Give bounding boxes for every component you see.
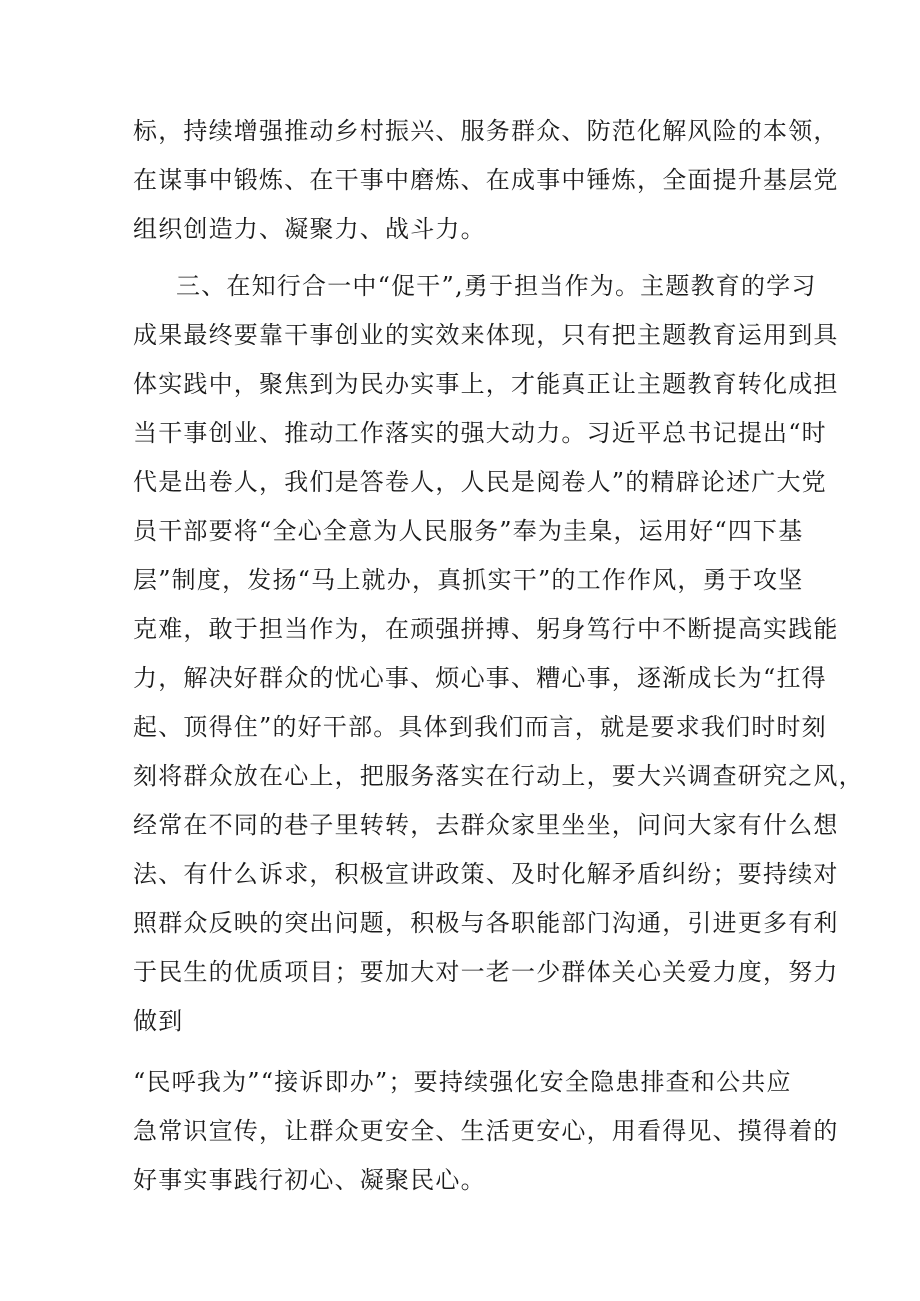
text-line: 急常识宣传，让群众更安全、生活更安心，用看得见、摸得着的 (133, 1117, 839, 1145)
text-line: 员干部要将“全心全意为人民服务”奉为圭臬，运用好“四下基 (133, 517, 804, 545)
text-line: 力，解决好群众的忧心事、烦心事、糟心事，逐渐成长为“扛得 (133, 664, 827, 692)
text-line: 在谋事中锻炼、在干事中磨炼、在成事中锤炼，全面提升基层党 (133, 166, 839, 194)
text-line: 照群众反映的突出问题，积极与各职能部门沟通，引进更多有利 (133, 909, 839, 937)
text-line: 当干事创业、推动工作落实的强大动力。习近平总书记提出“时 (133, 419, 827, 447)
text-line: 体实践中，聚焦到为民办实事上，才能真正让主题教育转化成担 (133, 370, 839, 398)
text-line: 层”制度，发扬“马上就办，真抓实干”的工作作风，勇于攻坚 (133, 566, 804, 594)
text-line: 组织创造力、凝聚力、战斗力。 (133, 215, 486, 243)
text-line: 标，持续增强推动乡村振兴、服务群众、防范化解风险的本领， (133, 117, 839, 145)
text-line: 起、顶得住”的好干部。具体到我们而言，就是要求我们时时刻 (133, 713, 827, 741)
paragraph-first-line: 三、在知行合一中“促干”,勇于担当作为。主题教育的学习 (176, 272, 817, 300)
text-line: 代是出卷人，我们是答卷人，人民是阅卷人”的精辟论述广大党 (133, 468, 827, 496)
text-line: 成果最终要靠干事创业的实效来体现，只有把主题教育运用到具 (133, 321, 839, 349)
text-line: 经常在不同的巷子里转转，去群众家里坐坐，问问大家有什么想 (133, 811, 839, 839)
text-line: “民呼我为”“接诉即办”；要持续强化安全隐患排查和公共应 (133, 1068, 792, 1096)
text-line: 好事实事践行初心、凝聚民心。 (133, 1166, 486, 1194)
text-line: 于民生的优质项目；要加大对一老一少群体关心关爱力度，努力 (133, 958, 839, 986)
text-line: 克难，敢于担当作为，在顽强拼搏、躬身笃行中不断提高实践能 (133, 615, 839, 643)
text-line: 法、有什么诉求，积极宣讲政策、及时化解矛盾纠纷；要持续对 (133, 860, 839, 888)
text-line: 刻将群众放在心上，把服务落实在行动上，要大兴调查研究之风， (133, 762, 864, 790)
text-line: 做到 (133, 1007, 184, 1035)
